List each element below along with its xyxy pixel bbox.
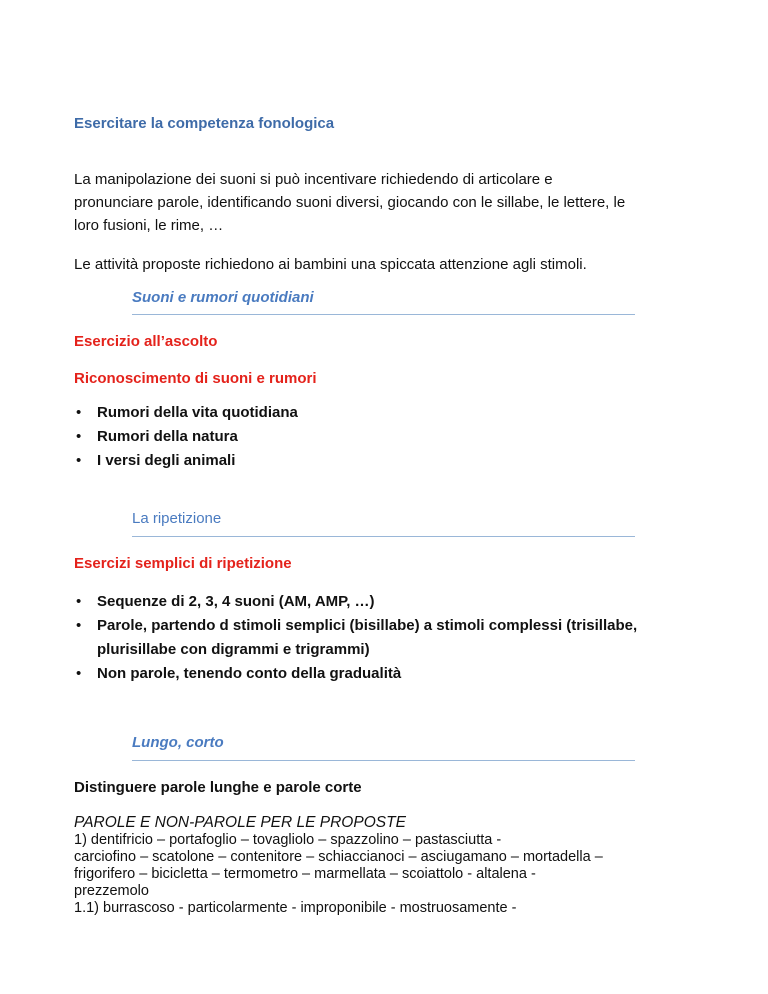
- section-title-suoni: Suoni e rumori quotidiani: [132, 289, 314, 306]
- word-list-line: frigorifero – bicicletta – termometro – marmellata – scoiattolo - altalena -: [74, 866, 536, 882]
- section-divider: [132, 536, 635, 537]
- intro-note: Le attività proposte richiedono ai bambini una spiccata attenzione agli stimoli.: [74, 256, 587, 273]
- intro-line: pronunciare parole, identificando suoni diversi, giocando con le sillabe, le lettere, le: [74, 194, 626, 211]
- exercise-heading-ascolto: Esercizio all’ascolto: [74, 333, 218, 350]
- exercise-subheading-riconoscimento: Riconoscimento di suoni e rumori: [74, 370, 317, 387]
- word-list-line: 1) dentifricio – portafoglio – tovagliolo – spazzolino – pastasciutta -: [74, 832, 502, 848]
- bullet-icon: •: [76, 665, 82, 682]
- exercise-heading-lunghe-corte: Distinguere parole lunghe e parole corte: [74, 779, 362, 796]
- bullet-list-ripetizione: [74, 590, 637, 686]
- section-title-lungo-corto: Lungo, corto: [132, 734, 224, 751]
- section-title-ripetizione: La ripetizione: [132, 510, 222, 527]
- list-item: • I versi degli animali: [74, 449, 298, 473]
- list-item: • Rumori della natura: [74, 425, 298, 449]
- bullet-icon: •: [76, 452, 82, 469]
- list-item: • Sequenze di 2, 3, 4 suoni (AM, AMP, …): [74, 590, 637, 614]
- list-item: • Parole, partendo d stimoli semplici (bisillabe) a stimoli complessi (trisillabe, plurisillabe con digrammi e trigrammi): [74, 614, 637, 662]
- word-list-line: prezzemolo: [74, 883, 149, 899]
- intro-line: La manipolazione dei suoni si può incentivare richiedendo di articolare e: [74, 171, 553, 188]
- word-list: [74, 832, 603, 917]
- section-divider: [132, 760, 635, 761]
- intro-paragraph: [74, 168, 625, 237]
- bullet-list-rumori: [74, 401, 298, 473]
- bullet-icon: •: [76, 593, 82, 610]
- exercise-heading-ripetizione: Esercizi semplici di ripetizione: [74, 555, 292, 572]
- word-list-title: PAROLE E NON-PAROLE PER LE PROPOSTE: [74, 814, 406, 831]
- intro-line: loro fusioni, le rime, …: [74, 217, 224, 234]
- word-list-line: carciofino – scatolone – contenitore – schiaccianoci – asciugamano – mortadella –: [74, 849, 603, 865]
- document-heading: Esercitare la competenza fonologica: [74, 115, 335, 132]
- list-item: • Rumori della vita quotidiana: [74, 401, 298, 425]
- bullet-icon: •: [76, 428, 82, 445]
- word-list-line: 1.1) burrascoso - particolarmente - improponibile - mostruosamente -: [74, 900, 517, 916]
- bullet-icon: •: [76, 404, 82, 421]
- bullet-icon: •: [76, 617, 82, 634]
- section-divider: [132, 314, 635, 315]
- list-item: • Non parole, tenendo conto della gradualità: [74, 662, 637, 686]
